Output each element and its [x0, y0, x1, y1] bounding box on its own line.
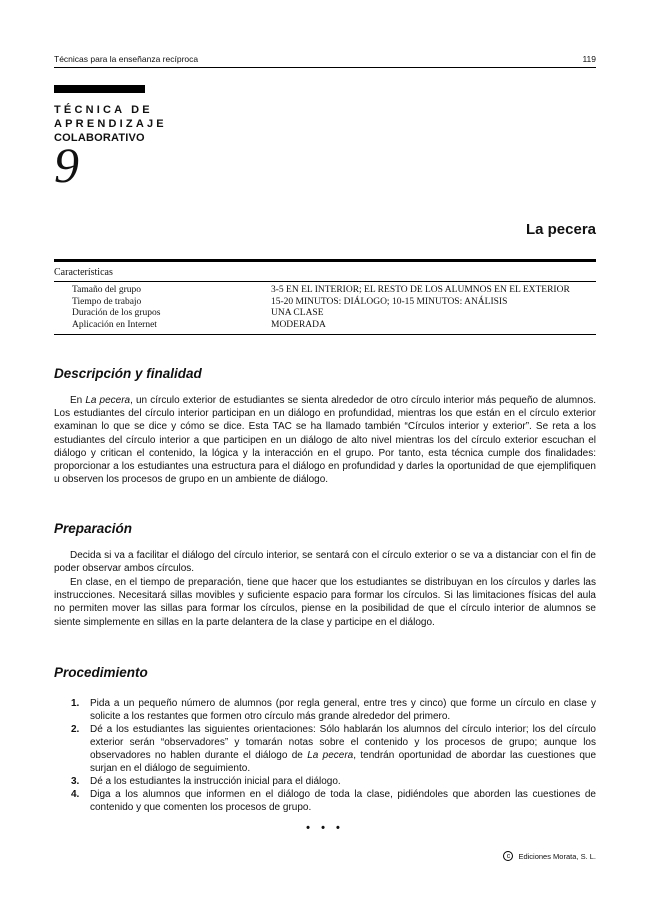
- step-text: Diga a los alumnos que informen en el diálogo de toda la clase, pidiéndoles que aborden las cuestiones de contenido y que comenten los procesos de grupo.: [90, 789, 596, 813]
- characteristics-row: [72, 285, 598, 297]
- characteristics-heading: Características: [54, 267, 113, 278]
- description-heading: Descripción y finalidad: [54, 366, 202, 381]
- technique-number: 9: [54, 137, 79, 193]
- characteristic-value: MODERADA: [271, 319, 326, 330]
- step-text: Pida a un pequeño número de alumnos (por regla general, entre tres y cinco) que forme un círculo en clase y solicite a los restantes que formen otro círculo más grande alrededor del primero.: [90, 698, 596, 722]
- step-number: 3.: [71, 776, 80, 787]
- characteristics-table: [72, 285, 598, 331]
- procedure-heading: Procedimiento: [54, 665, 148, 680]
- technique-bar: [54, 85, 145, 93]
- technique-label-line2: APRENDIZAJE: [54, 118, 167, 130]
- step-text: Dé a los estudiantes la instrucción inicial para el diálogo.: [90, 776, 341, 787]
- technique-label-line3: COLABORATIVO: [54, 132, 145, 144]
- technique-label-line1: TÉCNICA DE: [54, 104, 153, 116]
- footer: [503, 851, 596, 861]
- description-text-rest: , un círculo exterior de estudiantes se sienta alrededor de otro círculo interior más pequeño de alumnos. Los estudiantes del círculo interior participan en un diálogo en profundidad, mientras los que están en el círculo exterior examinan lo que se dice y cómo se dice. Esta TAC se ha llamado también “Círculos interior y exterior”. Se reta a los estudiantes del círculo interior a que participen en un diálogo de alto nivel mientras los del círculo exterior escuchan el diálogo y critican el contenido, la lógica y la interacción en el grupo. Por tanto, esta técnica cumple dos finalidades: proporcionar a los estudiantes una estructura para el diálogo en profundidad y darles la oportunidad de que ejemplifiquen u observen los procesos de grupo en un ambiente de diálogo.: [54, 395, 596, 486]
- step-text-italic: La pecera: [307, 750, 354, 761]
- characteristics-row: [72, 297, 598, 309]
- preparation-paragraph-2: En clase, en el tiempo de preparación, tiene que hacer que los estudiantes se distribuyan en los círculos y darles las instrucciones. Necesitará sillas movibles y suficiente espacio para formar los círculos. Si las limitaciones físicas del aula no permiten mover las sillas para formar los círculos, piense en la posibilidad de que el círculo interior de alumnos se siente simplemente en sillas en la parte delantera de la clase y participe en el diálogo.: [54, 577, 596, 628]
- characteristics-divider: [54, 281, 596, 282]
- step-number: 2.: [71, 724, 80, 735]
- step-number: 1.: [71, 698, 80, 709]
- step-text-rest: , tendrán oportunidad de abordar las cuestiones que surjan en el diálogo de seguimiento.: [90, 750, 597, 774]
- procedure-step: [54, 775, 596, 788]
- header-rule: [54, 67, 596, 68]
- procedure-list: [54, 697, 596, 814]
- characteristic-value: 15-20 MINUTOS: DIÁLOGO; 10-15 MINUTOS: ANÁLISIS: [271, 296, 508, 307]
- characteristic-key: Tamaño del grupo: [72, 285, 141, 295]
- procedure-step: [54, 697, 596, 723]
- characteristics-bottom-rule: [54, 334, 596, 335]
- procedure-step: [54, 723, 596, 775]
- chapter-title: La pecera: [525, 221, 596, 238]
- characteristics-row: [72, 320, 598, 332]
- step-text-lead: Dé a los estudiantes las siguientes orientaciones: Sólo hablarán los alumnos del círculo interior; los del círculo exterior serán “observadores” y tomarán notas sobre el contenido y los procesos de grupo; aunque los observadores no hablen durante el diálogo de: [90, 724, 596, 761]
- continuation-marker: • • •: [306, 822, 344, 834]
- step-number: 4.: [71, 789, 80, 800]
- description-text-lead: En: [70, 395, 86, 406]
- preparation-paragraph-1: Decida si va a facilitar el diálogo del círculo interior, se sentará con el círculo exterior o se va a distanciar con el fin de poder observar ambos círculos.: [54, 550, 596, 575]
- preparation-heading: Preparación: [54, 521, 133, 536]
- characteristic-key: Tiempo de trabajo: [72, 296, 142, 307]
- description-text-italic: La pecera: [85, 395, 131, 406]
- characteristics-row: [72, 308, 598, 320]
- characteristic-key: Aplicación en Internet: [72, 319, 157, 330]
- publisher-name: Ediciones Morata, S. L.: [518, 851, 596, 861]
- page-number: 119: [582, 54, 596, 64]
- characteristic-value: UNA CLASE: [271, 308, 324, 319]
- characteristic-value: 3-5 EN EL INTERIOR; EL RESTO DE LOS ALUMNOS EN EL EXTERIOR: [271, 285, 570, 295]
- procedure-step: [54, 788, 596, 814]
- description-paragraph: [54, 394, 596, 486]
- characteristic-key: Duración de los grupos: [72, 308, 161, 319]
- running-header-title: Técnicas para la enseñanza recíproca: [54, 54, 199, 64]
- characteristics-top-rule: [54, 259, 596, 262]
- copyright-icon: c: [503, 851, 513, 861]
